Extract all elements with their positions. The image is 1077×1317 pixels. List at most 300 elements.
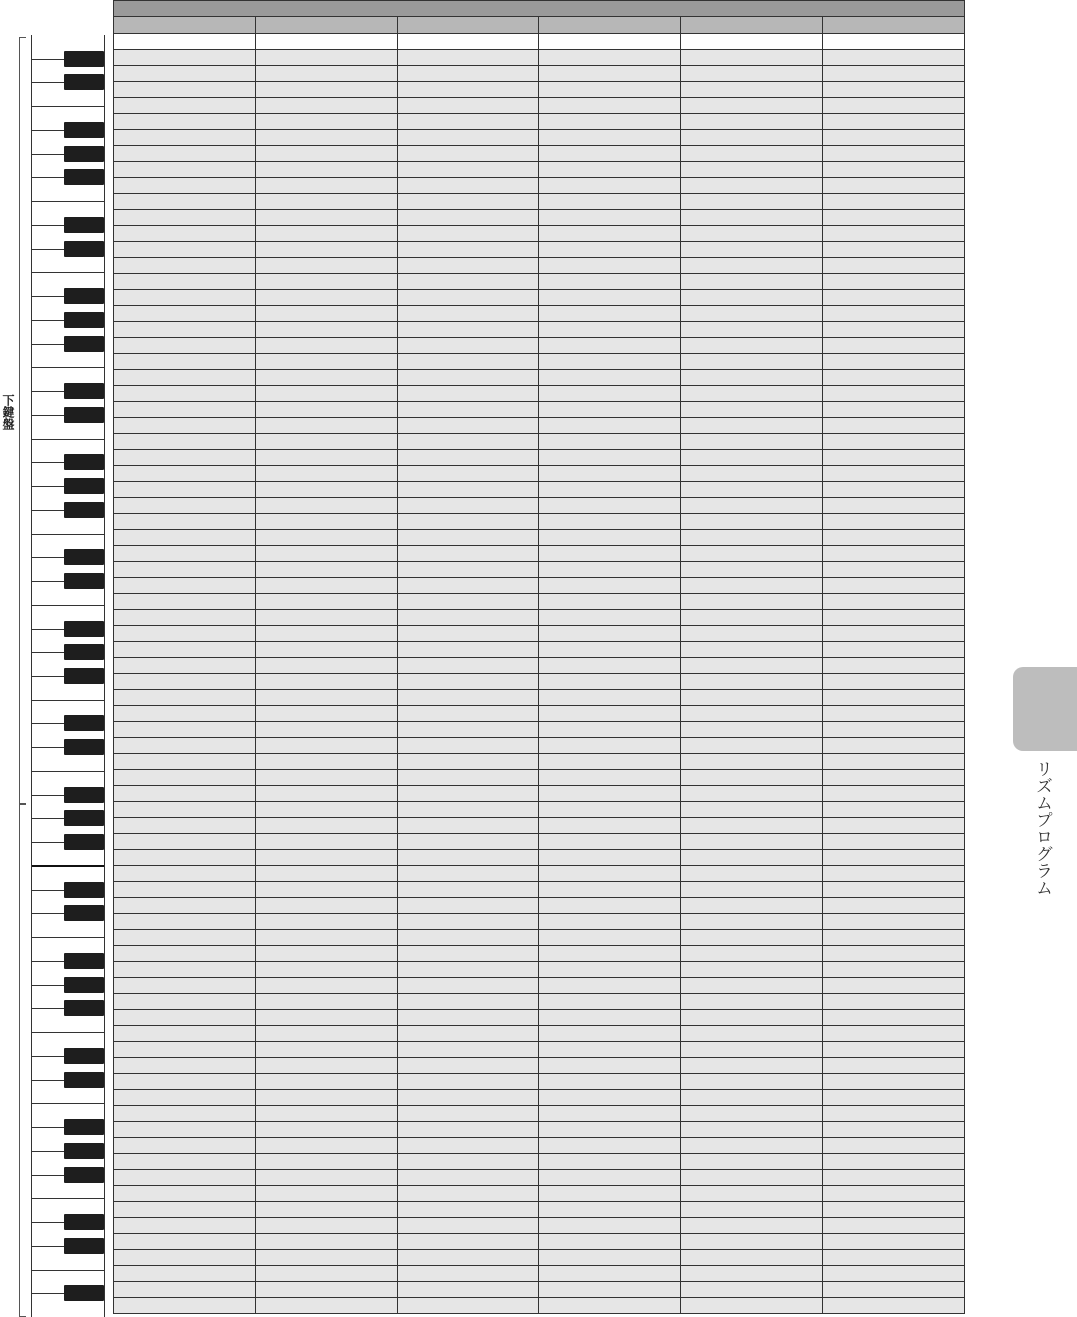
table-cell [680, 1026, 822, 1041]
lower-keyboard-label: 下鍵盤 [1, 394, 15, 430]
table-cell [255, 962, 397, 977]
table-cell [113, 130, 255, 145]
table-cell [822, 450, 965, 465]
table-cell [255, 450, 397, 465]
table-cell [397, 146, 539, 161]
table-cell [113, 946, 255, 961]
table-cell [113, 1250, 255, 1265]
table-cell [680, 466, 822, 481]
table-cell [680, 450, 822, 465]
table-cell [680, 978, 822, 993]
table-row [113, 818, 965, 834]
table-cell [822, 258, 965, 273]
table-cell [255, 1250, 397, 1265]
table-cell [397, 130, 539, 145]
table-cell [113, 370, 255, 385]
table-cell [822, 274, 965, 289]
table-cell [680, 498, 822, 513]
table-cell [822, 818, 965, 833]
table-cell [397, 930, 539, 945]
table-cell [255, 562, 397, 577]
table-cell [113, 1026, 255, 1041]
black-key [64, 1143, 104, 1159]
table-cell [255, 1266, 397, 1281]
table-row [113, 226, 965, 242]
table-cell [538, 1218, 680, 1233]
table-cell [680, 82, 822, 97]
table-cell [538, 1138, 680, 1153]
table-cell [822, 802, 965, 817]
table-cell [538, 98, 680, 113]
table-cell [255, 1282, 397, 1297]
table-row [113, 642, 965, 658]
table-cell [680, 562, 822, 577]
table-cell [113, 754, 255, 769]
table-cell [113, 642, 255, 657]
table-cell [255, 754, 397, 769]
table-cell [113, 866, 255, 881]
table-cell [680, 658, 822, 673]
table-cell [822, 34, 965, 49]
table-cell [822, 1234, 965, 1249]
table-cell [113, 578, 255, 593]
black-key [64, 478, 104, 494]
table-cell [680, 306, 822, 321]
table-cell [538, 1154, 680, 1169]
table-cell [113, 786, 255, 801]
table-cell [538, 946, 680, 961]
table-cell [822, 1058, 965, 1073]
black-key [64, 739, 104, 755]
table-cell [397, 1090, 539, 1105]
table-cell [538, 1298, 680, 1313]
table-cell [822, 354, 965, 369]
table-row [113, 34, 965, 50]
table-cell [113, 146, 255, 161]
table-cell [255, 162, 397, 177]
table-row [113, 1090, 965, 1106]
table-cell [255, 610, 397, 625]
black-key [64, 549, 104, 565]
table-cell [255, 914, 397, 929]
table-cell [822, 850, 965, 865]
table-cell [397, 1170, 539, 1185]
white-key-divider [32, 1032, 104, 1033]
table-cell [113, 226, 255, 241]
table-cell [255, 658, 397, 673]
table-cell [680, 626, 822, 641]
table-cell [538, 178, 680, 193]
table-cell [680, 962, 822, 977]
table-cell [255, 1234, 397, 1249]
black-key [64, 122, 104, 138]
table-cell [397, 898, 539, 913]
table-cell [538, 1186, 680, 1201]
table-row [113, 354, 965, 370]
table-cell [113, 994, 255, 1009]
table-cell [255, 514, 397, 529]
table-cell [538, 1266, 680, 1281]
table-cell [538, 594, 680, 609]
table-cell [680, 514, 822, 529]
table-cell [822, 1282, 965, 1297]
table-cell [680, 834, 822, 849]
table-row [113, 290, 965, 306]
table-cell [397, 658, 539, 673]
table-row [113, 1250, 965, 1266]
table-cell [113, 1154, 255, 1169]
table-row [113, 162, 965, 178]
table-cell [113, 530, 255, 545]
table-cell [397, 514, 539, 529]
table-cell [255, 466, 397, 481]
table-cell [397, 274, 539, 289]
table-row [113, 418, 965, 434]
table-cell [822, 722, 965, 737]
column-header [113, 17, 255, 33]
table-row [113, 898, 965, 914]
table-row [113, 1282, 965, 1298]
table-cell [255, 946, 397, 961]
table-cell [538, 1282, 680, 1297]
table-cell [822, 370, 965, 385]
black-key [64, 146, 104, 162]
section-tab [1013, 667, 1077, 751]
table-cell [113, 674, 255, 689]
table-cell [680, 530, 822, 545]
table-cell [113, 1234, 255, 1249]
table-cell [680, 1298, 822, 1313]
table-cell [397, 194, 539, 209]
table-cell [538, 210, 680, 225]
table-cell [538, 1026, 680, 1041]
table-cell [680, 1122, 822, 1137]
table-cell [113, 418, 255, 433]
table-cell [255, 866, 397, 881]
white-key-divider [32, 700, 104, 701]
table-cell [113, 434, 255, 449]
table-cell [822, 306, 965, 321]
table-cell [680, 290, 822, 305]
table-cell [255, 114, 397, 129]
table-cell [255, 1218, 397, 1233]
table-cell [680, 866, 822, 881]
table-cell [822, 1218, 965, 1233]
table-row [113, 578, 965, 594]
table-cell [113, 322, 255, 337]
black-key [64, 74, 104, 90]
table-row [113, 530, 965, 546]
table-cell [538, 290, 680, 305]
table-cell [255, 178, 397, 193]
black-key [64, 312, 104, 328]
table-cell [538, 770, 680, 785]
table-cell [822, 546, 965, 561]
table-cell [538, 242, 680, 257]
table-cell [822, 242, 965, 257]
table-cell [397, 338, 539, 353]
table-row [113, 834, 965, 850]
table-cell [822, 114, 965, 129]
table-row [113, 802, 965, 818]
table-cell [255, 770, 397, 785]
table-cell [255, 274, 397, 289]
table-cell [397, 162, 539, 177]
table-cell [397, 1298, 539, 1313]
table-cell [822, 1106, 965, 1121]
table-cell [538, 1058, 680, 1073]
black-key [64, 454, 104, 470]
white-key-divider [32, 439, 104, 440]
table-cell [113, 386, 255, 401]
table-cell [538, 930, 680, 945]
table-row [113, 66, 965, 82]
table-cell [538, 722, 680, 737]
table-cell [113, 1074, 255, 1089]
table-row [113, 546, 965, 562]
table-cell [397, 354, 539, 369]
table-row [113, 402, 965, 418]
table-cell [822, 130, 965, 145]
table-cell [680, 994, 822, 1009]
table-cell [538, 402, 680, 417]
table-row [113, 130, 965, 146]
table-row [113, 1234, 965, 1250]
table-cell [538, 114, 680, 129]
table-cell [255, 1010, 397, 1025]
table-cell [538, 578, 680, 593]
table-cell [397, 114, 539, 129]
white-key-divider [32, 367, 104, 368]
table-row [113, 1218, 965, 1234]
table-cell [538, 962, 680, 977]
upper-keyboard-bracket [19, 37, 26, 804]
table-cell [538, 546, 680, 561]
table-cell [113, 818, 255, 833]
table-cell [397, 754, 539, 769]
table-cell [822, 690, 965, 705]
table-cell [113, 354, 255, 369]
white-key-divider [32, 605, 104, 606]
table-cell [255, 226, 397, 241]
table-cell [538, 322, 680, 337]
table-cell [113, 594, 255, 609]
table-cell [397, 786, 539, 801]
table-row [113, 1266, 965, 1282]
table-cell [680, 1058, 822, 1073]
table-row [113, 626, 965, 642]
black-key [64, 1214, 104, 1230]
column-header [822, 17, 965, 33]
table-row [113, 466, 965, 482]
table-cell [680, 1010, 822, 1025]
table-cell [822, 1250, 965, 1265]
table-row [113, 754, 965, 770]
section-tab-label: リズムプログラム [1032, 760, 1052, 896]
table-cell [255, 930, 397, 945]
black-key [64, 953, 104, 969]
table-cell [113, 770, 255, 785]
table-cell [113, 738, 255, 753]
table-cell [397, 882, 539, 897]
table-cell [397, 610, 539, 625]
table-cell [538, 130, 680, 145]
table-cell [538, 1090, 680, 1105]
table-cell [113, 1282, 255, 1297]
table-cell [397, 450, 539, 465]
table-cell [822, 834, 965, 849]
table-cell [680, 66, 822, 81]
table-cell [822, 962, 965, 977]
table-cell [680, 98, 822, 113]
table-cell [255, 418, 397, 433]
table-cell [113, 82, 255, 97]
table-cell [680, 178, 822, 193]
table-cell [397, 258, 539, 273]
table-row [113, 706, 965, 722]
table-cell [255, 1202, 397, 1217]
table-cell [397, 226, 539, 241]
table-cell [113, 1106, 255, 1121]
table-cell [397, 642, 539, 657]
table-cell [680, 546, 822, 561]
table-cell [822, 98, 965, 113]
table-cell [822, 290, 965, 305]
table-cell [397, 1026, 539, 1041]
table-row [113, 1074, 965, 1090]
table-row [113, 274, 965, 290]
table-cell [255, 1058, 397, 1073]
table-cell [822, 1202, 965, 1217]
table-cell [822, 658, 965, 673]
table-row [113, 1010, 965, 1026]
table-cell [255, 1042, 397, 1057]
table-cell [538, 466, 680, 481]
table-cell [680, 258, 822, 273]
table-cell [113, 626, 255, 641]
table-row [113, 498, 965, 514]
table-cell [822, 1042, 965, 1057]
table-cell [255, 146, 397, 161]
table-cell [538, 34, 680, 49]
table-cell [538, 978, 680, 993]
table-cell [255, 386, 397, 401]
table-cell [397, 498, 539, 513]
table-row [113, 258, 965, 274]
table-cell [397, 1266, 539, 1281]
table-cell [397, 578, 539, 593]
table-cell [680, 1170, 822, 1185]
table-cell [680, 1186, 822, 1201]
table-cell [538, 1010, 680, 1025]
table-row [113, 770, 965, 786]
table-cell [397, 674, 539, 689]
table-cell [113, 194, 255, 209]
table-cell [822, 530, 965, 545]
table-cell [680, 1218, 822, 1233]
table-row [113, 978, 965, 994]
table-cell [113, 162, 255, 177]
table-cell [680, 1234, 822, 1249]
table-cell [822, 706, 965, 721]
table-cell [113, 514, 255, 529]
table-cell [538, 450, 680, 465]
table-cell [397, 1074, 539, 1089]
table-cell [255, 306, 397, 321]
table-cell [397, 386, 539, 401]
table-cell [680, 1074, 822, 1089]
table-row [113, 210, 965, 226]
table-cell [113, 338, 255, 353]
table-cell [680, 402, 822, 417]
table-cell [113, 1010, 255, 1025]
table-cell [680, 322, 822, 337]
table-cell [538, 434, 680, 449]
black-key [64, 51, 104, 67]
keyboard-split-line [32, 865, 104, 867]
black-key [64, 668, 104, 684]
table-cell [680, 210, 822, 225]
table-cell [680, 1138, 822, 1153]
table-cell [255, 594, 397, 609]
table-row [113, 482, 965, 498]
table-cell [255, 850, 397, 865]
table-cell [397, 210, 539, 225]
table-cell [255, 258, 397, 273]
table-cell [538, 338, 680, 353]
table-cell [680, 434, 822, 449]
rhythm-table [113, 0, 965, 1315]
table-cell [255, 834, 397, 849]
table-cell [113, 1058, 255, 1073]
table-cell [538, 514, 680, 529]
table-cell [680, 1266, 822, 1281]
table-cell [113, 610, 255, 625]
table-cell [255, 1106, 397, 1121]
table-cell [397, 850, 539, 865]
table-cell [255, 546, 397, 561]
black-key [64, 407, 104, 423]
table-cell [538, 1042, 680, 1057]
table-cell [538, 50, 680, 65]
table-row [113, 1042, 965, 1058]
column-header [397, 17, 539, 33]
table-cell [680, 946, 822, 961]
table-cell [113, 210, 255, 225]
table-cell [113, 114, 255, 129]
table-cell [538, 258, 680, 273]
table-cell [538, 1170, 680, 1185]
table-cell [822, 914, 965, 929]
table-cell [680, 898, 822, 913]
table-cell [538, 1250, 680, 1265]
table-cell [255, 34, 397, 49]
table-cell [538, 1202, 680, 1217]
table-cell [113, 482, 255, 497]
black-key [64, 1000, 104, 1016]
table-cell [255, 1154, 397, 1169]
lower-keyboard-bracket [19, 804, 26, 1317]
table-cell [680, 882, 822, 897]
table-row [113, 562, 965, 578]
table-cell [397, 1186, 539, 1201]
table-cell [538, 162, 680, 177]
table-cell [397, 530, 539, 545]
table-cell [822, 226, 965, 241]
table-cell [822, 66, 965, 81]
column-header [538, 17, 680, 33]
black-key [64, 810, 104, 826]
